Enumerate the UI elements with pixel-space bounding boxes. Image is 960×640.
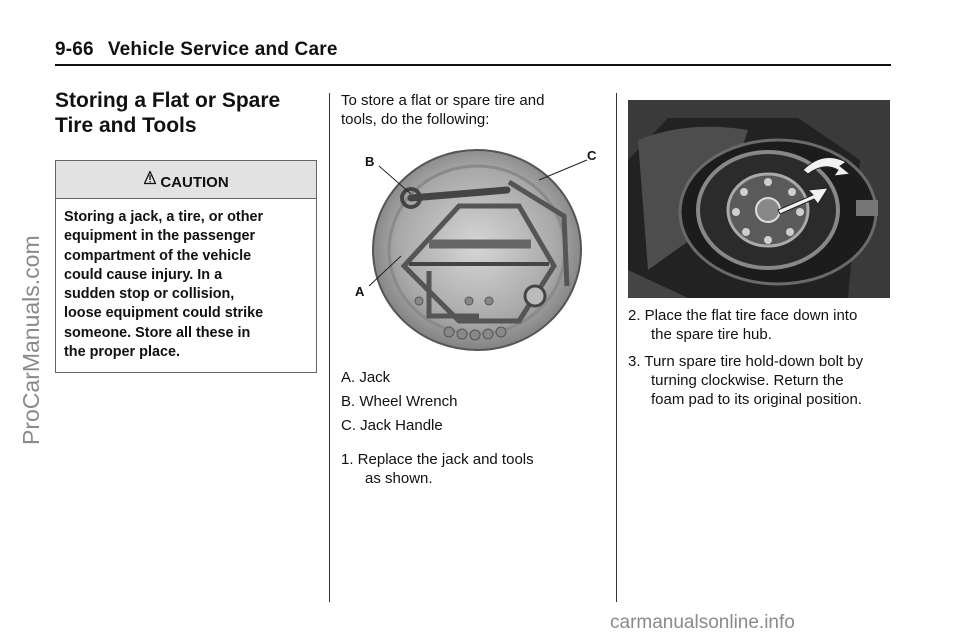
- caution-line: loose equipment could strike: [64, 305, 264, 322]
- legend-item-jack: A. Jack: [341, 369, 391, 386]
- right-column: [628, 100, 894, 409]
- caution-line: the proper place.: [64, 344, 180, 361]
- legend-item-wheel-wrench: B. Wheel Wrench: [341, 392, 458, 410]
- step-3-line-3: foam pad to its original position.: [651, 391, 862, 408]
- caution-line: could cause injury. In a: [64, 266, 223, 283]
- caution-line: sudden stop or collision,: [64, 286, 235, 303]
- caution-header: [56, 161, 316, 199]
- warning-icon: [143, 170, 157, 191]
- caution-line: Storing a jack, a tire, or other: [64, 209, 264, 225]
- middle-column: [341, 91, 606, 488]
- step-1-line-1: 1. Replace the jack and tools: [341, 450, 534, 468]
- page-number: 9-66: [55, 39, 94, 60]
- figure-legend: [341, 368, 606, 435]
- caution-line: equipment in the passenger: [64, 228, 256, 245]
- caution-label: CAUTION: [160, 174, 229, 191]
- figure-label-a: A: [355, 284, 365, 299]
- column-divider: [329, 93, 330, 602]
- step-1: [341, 450, 606, 488]
- figure-label-c: C: [587, 148, 597, 163]
- side-watermark: ProCarManuals.com: [18, 235, 44, 445]
- left-column: [55, 88, 317, 373]
- intro-text: [341, 91, 606, 129]
- step-2-line-2: the spare tire hub.: [651, 326, 772, 343]
- step-3: [628, 352, 894, 409]
- intro-line-1: To store a flat or spare tire and: [341, 92, 545, 109]
- caution-line: compartment of the vehicle: [64, 247, 252, 264]
- section-title-line-2: Tire and Tools: [55, 114, 197, 137]
- caution-text: [56, 199, 316, 372]
- step-2: [628, 306, 894, 344]
- step-2-line-1: 2. Place the flat tire face down into: [628, 307, 858, 324]
- section-title: [55, 88, 317, 138]
- page-header: [55, 38, 891, 66]
- figure-label-b: B: [365, 154, 375, 169]
- step-3-line-1: 3. Turn spare tire hold-down bolt by: [628, 353, 864, 370]
- section-title-line-1: Storing a Flat or Spare: [55, 89, 281, 112]
- legend-item-jack-handle: C. Jack Handle: [341, 416, 443, 434]
- chapter-title: Vehicle Service and Care: [107, 39, 338, 60]
- step-3-line-2: turning clockwise. Return the: [651, 372, 844, 389]
- bottom-watermark: carmanualsonline.info: [610, 612, 795, 633]
- column-divider: [616, 93, 617, 602]
- spare-tire-illustration: [628, 100, 890, 298]
- caution-box: [55, 160, 317, 373]
- jack-tools-illustration: [349, 146, 599, 358]
- header-text: [55, 38, 891, 62]
- caution-line: someone. Store all these in: [64, 324, 251, 341]
- step-1-line-2: as shown.: [365, 469, 433, 487]
- intro-line-2: tools, do the following:: [341, 111, 490, 128]
